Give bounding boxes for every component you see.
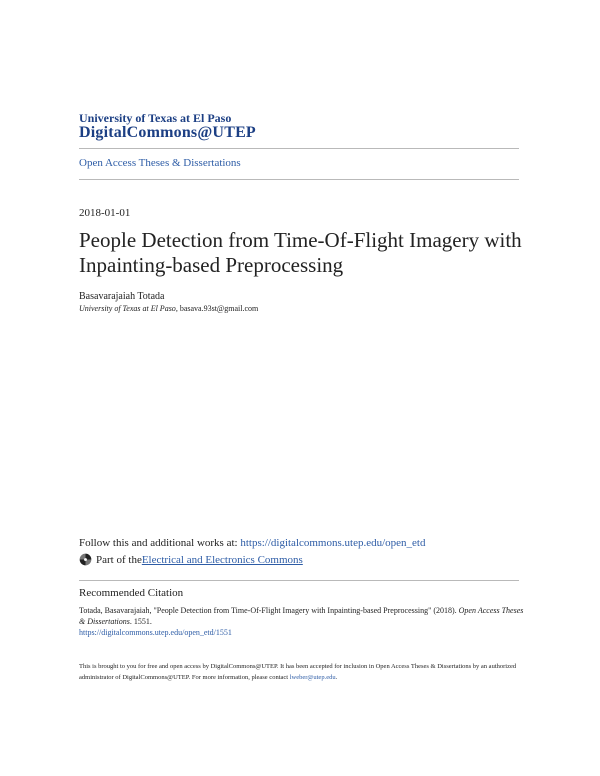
part-of-label: Part of the — [96, 553, 142, 566]
collection-divider — [79, 179, 519, 180]
citation-divider — [79, 580, 519, 581]
citation-heading: Recommended Citation — [79, 587, 184, 599]
author-name: Basavarajaiah Totada — [79, 291, 165, 302]
follow-line — [79, 537, 425, 549]
citation-url[interactable]: https://digitalcommons.utep.edu/open_etd/1551 — [79, 628, 232, 637]
author-affiliation — [79, 304, 258, 313]
notice-text: This is brought to you for free and open access by DigitalCommons@UTEP. It has been accepted for inclusion in Open Access Theses & Dissertations by an authorized administrator of DigitalCommons@UTEP. For more information, please contact — [79, 663, 517, 681]
header-divider — [79, 148, 519, 149]
citation-text — [79, 605, 529, 638]
notice-end: . — [335, 674, 338, 681]
pinwheel-icon — [79, 553, 92, 566]
document-title: People Detection from Time-Of-Flight Imagery with Inpainting-based Preprocessing — [79, 228, 522, 277]
part-of-line — [79, 553, 303, 566]
follow-label: Follow this and additional works at: — [79, 537, 241, 549]
collection-link[interactable]: Open Access Theses & Dissertations — [79, 157, 241, 169]
publication-date: 2018-01-01 — [79, 207, 131, 219]
university-name: University of Texas at El Paso — [79, 111, 232, 125]
contact-email[interactable]: lweber@utep.edu — [289, 674, 336, 681]
affiliation-name: University of Texas at El Paso — [79, 304, 176, 313]
citation-number: . 1551. — [129, 617, 152, 626]
citation-main: Totada, Basavarajaiah, "People Detection from Time-Of-Flight Imagery with Inpainting-based Preprocessing" (2018). — [79, 606, 459, 615]
citation-journal: Open Access Theses & Dissertations — [79, 606, 524, 626]
discipline-link[interactable]: Electrical and Electronics Commons — [141, 553, 303, 566]
repository-name[interactable]: DigitalCommons@UTEP — [79, 124, 256, 141]
follow-link[interactable]: https://digitalcommons.utep.edu/open_etd — [240, 537, 426, 549]
access-notice — [79, 661, 534, 683]
author-email: , basava.93st@gmail.com — [175, 304, 259, 313]
